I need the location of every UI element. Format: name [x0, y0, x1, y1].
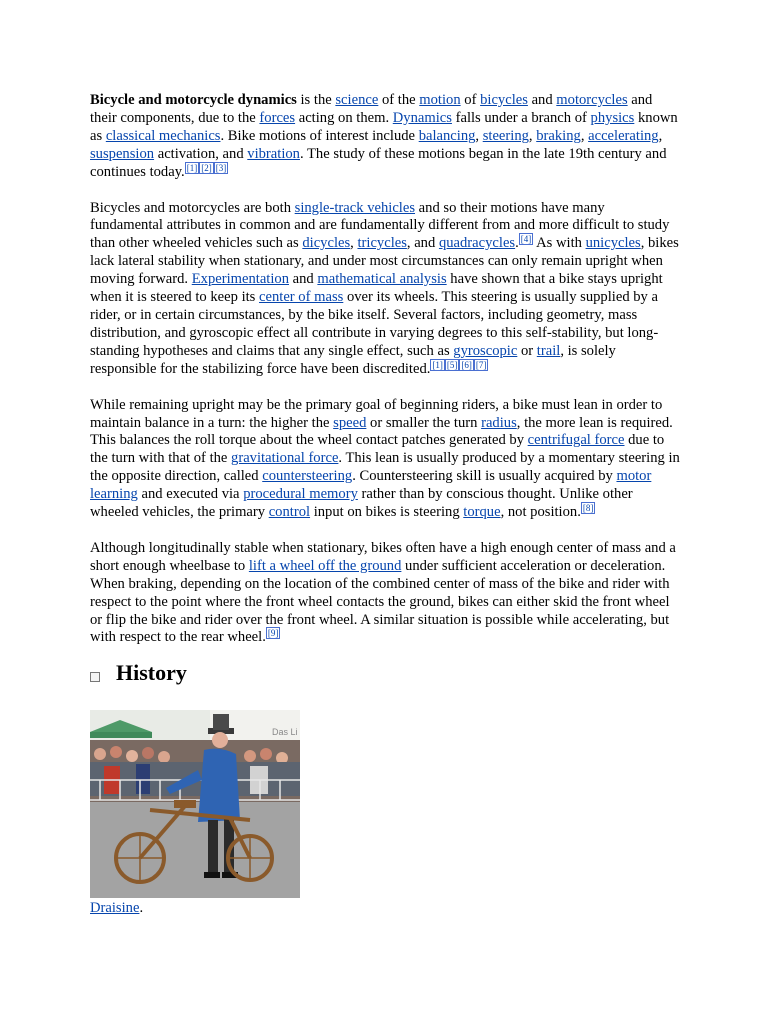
- link-procedural-memory[interactable]: procedural memory: [243, 486, 358, 503]
- paragraph-longitudinal: Although longitudinally stable when stationary, bikes often have a high enough center of mass and a short enough wheelbase to lift a wheel off the ground under sufficient acceleration or deceleration. When braking, depending on the location of the combined center of mass of the bike and rider with respect to the point where the front wheel contacts the ground, bikes can either skid the front wheel or flip the bike and rider over the front wheel. A similar situation is possible while accelerating, but with respect to the rear wheel. [9]: [90, 539, 676, 646]
- link-torque[interactable]: torque: [463, 504, 501, 521]
- link-science[interactable]: science: [335, 92, 379, 108]
- link-gravitational-force[interactable]: gravitational force: [231, 450, 339, 467]
- link-accelerating[interactable]: accelerating: [588, 127, 659, 144]
- sign-text: Das Li: [272, 727, 298, 737]
- article-body: [90, 92, 680, 916]
- citation-group: [581, 502, 596, 514]
- link-dynamics[interactable]: Dynamics: [392, 109, 452, 126]
- article-subject: Bicycle and motorcycle dynamics: [90, 92, 297, 108]
- link-draisine[interactable]: Draisine: [90, 900, 140, 916]
- citation-link[interactable]: [1]: [186, 162, 198, 173]
- citation-link[interactable]: [2]: [201, 162, 212, 173]
- link-classical-mechanics[interactable]: classical mechanics: [105, 127, 221, 144]
- link-mathematical-analysis[interactable]: mathematical analysis: [317, 271, 447, 288]
- link-speed[interactable]: speed: [333, 414, 367, 431]
- link-unicycles[interactable]: unicycles: [585, 235, 641, 252]
- citation-link[interactable]: [7]: [475, 359, 487, 370]
- citation-group: [266, 627, 281, 639]
- link-steering[interactable]: steering: [482, 127, 529, 144]
- link-vibration[interactable]: vibration: [247, 145, 300, 162]
- link-suspension[interactable]: suspension: [90, 145, 155, 162]
- link-braking[interactable]: braking: [536, 127, 581, 144]
- link-forces[interactable]: forces: [259, 109, 296, 126]
- link-physics[interactable]: physics: [590, 109, 635, 126]
- link-lift-a-wheel[interactable]: lift a wheel off the ground: [248, 557, 402, 574]
- link-quadracycles[interactable]: quadracycles: [438, 235, 516, 252]
- citation-group: [519, 233, 534, 245]
- link-motor-learning[interactable]: motor learning: [90, 468, 652, 503]
- paragraph-single-track: Bicycles and motorcycles are both single-track vehicles and so their motions have many fundamental attributes in common and are fundamentally different from and more difficult to study than other wheeled vehicles such as dicycles, tricycles, and quadracycles. [4] As with unicycles, bikes lack lateral stability when stationary, and under most circumstances can only remain upright when moving forward. Experimentation and mathematical analysis have shown that a bike stays upright when it is steered to keep its center of mass over its wheels. This steering is usually supplied by a rider, or in certain circumstances, by the bike itself. Several factors, including geometry, mass distribution, and gyroscopic effect all contribute in varying degrees to this self-stability, but long-standing hypotheses and claims that any single effect, such as gyroscopic or trail, is solely responsible for the stabilizing force have been discredited. [1] [5] [6] [7]: [90, 199, 679, 377]
- citation-link[interactable]: [1]: [432, 359, 443, 370]
- link-single-track-vehicles[interactable]: single-track vehicles: [294, 199, 416, 216]
- citation-link[interactable]: [9]: [267, 628, 279, 639]
- citation-link[interactable]: [6]: [461, 359, 472, 370]
- link-radius[interactable]: radius: [481, 414, 517, 431]
- link-trail[interactable]: trail: [536, 342, 561, 359]
- section-title: History: [116, 660, 187, 686]
- link-countersteering[interactable]: countersteering: [262, 468, 353, 485]
- link-centrifugal-force[interactable]: centrifugal force: [527, 432, 625, 449]
- link-dicycles[interactable]: dicycles: [302, 235, 351, 252]
- citation-link[interactable]: [8]: [582, 503, 594, 514]
- citation-link[interactable]: [5]: [446, 359, 458, 370]
- link-motorcycles[interactable]: motorcycles: [556, 92, 628, 108]
- citation-link[interactable]: [3]: [215, 162, 227, 173]
- collapse-toggle-icon[interactable]: [90, 672, 100, 682]
- link-center-of-mass[interactable]: center of mass: [259, 289, 344, 306]
- paragraph-lean: While remaining upright may be the primary goal of beginning riders, a bike must lean in order to maintain balance in a turn: the higher the speed or smaller the turn radius, the more lean is required. This balances the roll torque about the wheel contact patches generated by centrifugal force due to the turn with that of the gravitational force. This lean is usually produced by a momentary steering in the opposite direction, called countersteering. Countersteering skill is usually acquired by motor learning and executed via procedural memory rather than by conscious thought. Unlike other wheeled vehicles, the primary control input on bikes is steering torque, not position. [8]: [90, 396, 680, 521]
- figure-caption: Draisine.: [90, 900, 144, 916]
- draisine-photo: [90, 710, 300, 898]
- link-bicycles[interactable]: bicycles: [480, 92, 528, 108]
- link-control[interactable]: control: [268, 504, 311, 521]
- citation-group: [430, 359, 488, 371]
- link-gyroscopic[interactable]: gyroscopic: [453, 342, 518, 359]
- paragraph-intro: Bicycle and motorcycle dynamics is the science of the motion of bicycles and motorcycles and their components, due to the forces acting on them. Dynamics falls under a branch of physics known as classical mechanics. Bike motions of interest include balancing, steering, braking, accelerating, suspension activation, and vibration. The study of these motions began in the late 19th century and continues today. [1] [2] [3]: [90, 92, 678, 180]
- section-heading-history: [90, 660, 680, 695]
- link-balancing[interactable]: balancing: [418, 127, 476, 144]
- link-motion[interactable]: motion: [419, 92, 461, 108]
- link-tricycles[interactable]: tricycles: [357, 235, 407, 252]
- citation-link[interactable]: [4]: [520, 234, 532, 245]
- link-experimentation[interactable]: Experimentation: [191, 271, 289, 288]
- citation-group: [185, 162, 229, 174]
